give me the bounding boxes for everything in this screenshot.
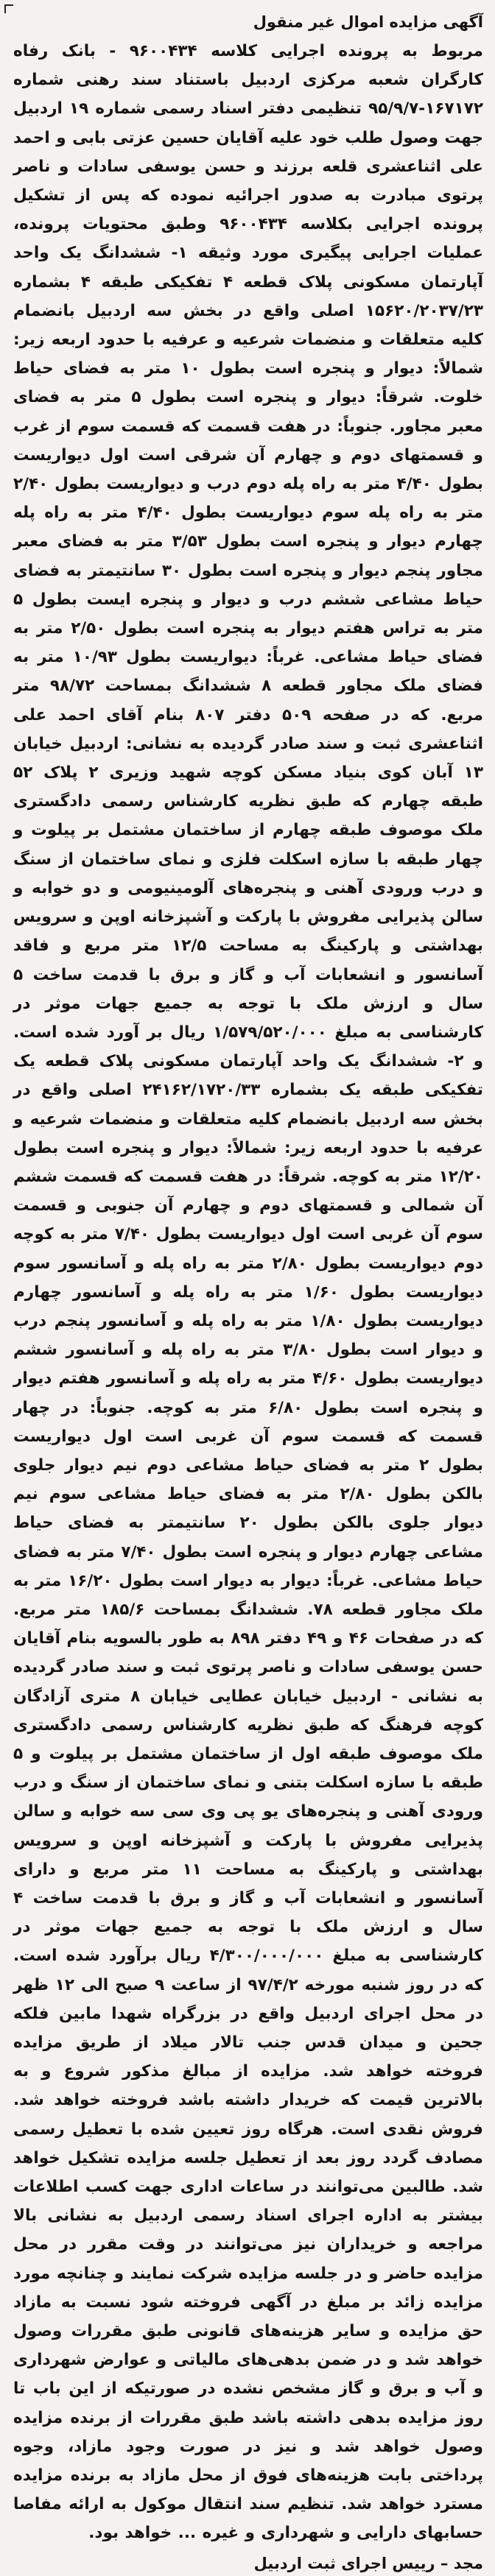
notice-signature: مجد – رییس اجرای ثبت اردبیل <box>253 2554 483 2572</box>
corner-mark <box>4 4 13 13</box>
notice-body: مربوط به پرونده اجرایی کلاسه ۹۶۰۰۴۳۴ - بانک رفاه کارگران شعبه مرکزی اردبیل باستناد سند رهنی شماره ۱۶۷۱۷۲-۹۵/۹/۷ تنظیمی دفتر اسناد رسمی شماره ۱۹ اردبیل جهت وصول طلب خود علیه آقایان حسین عزتی بابی و احمد علی اثناعشری قلعه برزند و حسن یوسفی سادات و ناصر پرتوی مبادرت به صدور اجرائیه نموده که پس از تشکیل پرونده اجرایی بکلاسه ۹۶۰۰۴۳۴ وطبق محتویات پرونده، عملیات اجرایی پیگیری مورد وثیقه ۱- ششدانگ یک واحد آپارتمان مسکونی پلاک قطعه ۴ تفکیکی طبقه ۴ بشماره ۱۵۶۲۰/۲۰۳۷/۲۳ اصلی واقع در بخش سه اردبیل بانضمام کلیه متعلقات و منضمات شرعیه و عرفیه با حدود اربعه زیر: شمالاً: دیوار و پنجره است بطول ۱۰ متر به فضای حیاط خلوت. شرقاً: دیوار و پنجره است بطول ۵ متر به فضای معبر مجاور. جنوباً: در هفت قسمت که قسمت سوم از غرب و قسمتهای دوم و چهارم آن شرقی است اول دیواریست بطول ۴/۴۰ متر به راه پله دوم درب و دیواریست بطول ۲/۴۰ متر به راه پله سوم دیواریست بطول ۴/۴۰ متر به راه پله چهارم دیوار و پنجره است بطول ۳/۵۳ متر به فضای معبر مجاور پنجم دیوار و پنجره است بطول ۳۰ سانتیمتر به فضای حیاط مشاعی ششم درب و دیوار و پنجره ایست بطول ۵ متر به تراس هفتم دیوار به پنجره است بطول ۲/۵۰ متر به فضای حیاط مشاعی. غرباً: دیواریست بطول ۱۰/۹۳ متر به فضای ملک مجاور قطعه ۸ ششدانگ بمساحت ۹۸/۷۲ متر مربع. که در صفحه ۵۰۹ دفتر ۸۰۷ بنام آقای احمد علی اثناعشری ثبت و سند صادر گردیده به نشانی: اردبیل خیابان ۱۳ آبان کوی بنیاد مسکن کوچه شهید وزیری ۲ پلاک ۵۲ طبقه چهارم که طبق نظریه کارشناس رسمی دادگستری ملک موصوف طبقه چهارم از ساختمان مشتمل بر پیلوت و چهار طبقه با سازه اسکلت فلزی و نمای ساختمان از سنگ و درب ورودی آهنی و پنجره‌های آلومینیومی و دو خوابه و سالن پذیرایی مفروش با پارکت و آشپزخانه اوپن و سرویس بهداشتی و پارکینگ به مساحت ۱۲/۵ متر مربع و فاقد آسانسور و انشعابات آب و گاز و برق با قدمت ساخت ۵ سال و ارزش ملک با توجه به جمیع جهات موثر در کارشناسی به مبلغ ۱/۵۷۹/۵۲۰/۰۰۰ ریال بر آورد شده است. و ۲- ششدانگ یک واحد آپارتمان مسکونی پلاک قطعه یک تفکیکی طبقه یک بشماره ۲۴۱۶۲/۱۷۲۰/۳۳ اصلی واقع در بخش سه اردبیل بانضمام کلیه متعلقات و منضمات شرعیه و عرفیه با حدود اربعه زیر: شمالاً: دیوار و پنجره است بطول ۱۲/۲۰ متر به کوچه. شرقاً: در هفت قسمت که قسمت ششم آن شمالی و قسمتهای دوم و چهارم آن جنوبی و قسمت سوم آن غربی است اول دیواریست بطول ۷/۴۰ متر به کوچه دوم دیواریست بطول ۲/۸۰ متر به راه پله و آسانسور سوم دیواریست بطول ۱/۶۰ متر به راه پله و آسانسور چهارم دیواریست بطول ۱/۸۰ متر به راه پله و آسانسور پنجم درب و دیوار است بطول ۳/۸۰ متر به راه پله و آسانسور ششم دیواریست بطول ۴/۶۰ متر به راه پله و آسانسور هفتم دیوار و پنجره است بطول ۶/۸۰ متر به کوچه. جنوباً: در چهار قسمت که قسمت سوم آن غربی است اول دیواریست بطول ۲ متر به فضای حیاط مشاعی دوم نیم دیوار جلوی بالکن بطول ۲/۸۰ متر به فضای حیاط مشاعی سوم نیم دیوار جلوی بالکن بطول ۲۰ سانتیمتر به فضای حیاط مشاعی چهارم دیوار و پنجره است بطول ۷/۴۰ متر به فضای حیاط مشاعی. غرباً: دیوار به دیوار است بطول ۱۶/۲۰ متر به ملک مجاور قطعه ۷۸. ششدانگ بمساحت ۱۸۵/۶ متر مربع. که در صفحات ۴۶ و ۴۹ دفتر ۸۹۸ به طور بالسویه بنام آقایان حسن یوسفی سادات و ناصر پرتوی ثبت و سند صادر گردیده به نشانی - اردبیل خیابان عطایی خیابان ۸ متری آزادگان کوچه فرهنگ که طبق نظریه کارشناس رسمی دادگستری ملک موصوف طبقه اول از ساختمان مشتمل بر پیلوت و ۵ طبقه با سازه اسکلت بتنی و نمای ساختمان از سنگ و درب ورودی آهنی و پنجره‌های یو پی وی سی سه خوابه و سالن پذیرایی مفروش با پارکت و آشپزخانه اوپن و سرویس بهداشتی و پارکینگ به مساحت ۱۱ متر مربع و دارای آسانسور و انشعابات آب و گاز و برق با قدمت ساخت ۴ سال و ارزش ملک با توجه به جمیع جهات موثر در کارشناسی به مبلغ ۴/۳۰۰/۰۰۰/۰۰۰ ریال برآورد شده است. که در روز شنبه مورخه ۹۷/۴/۲ از ساعت ۹ صبح الی ۱۲ ظهر در محل اجرای اردبیل واقع در بزرگراه شهدا مابین فلکه جحین و میدان قدس جنب تالار میلاد از طریق مزایده فروخته خواهد شد. مزایده از مبالغ مذکور شروع و به بالاترین قیمت که خریدار داشته باشد فروخته خواهد شد. فروش نقدی است. هرگاه روز تعیین شده با تعطیل رسمی مصادف گردد روز بعد از تعطیل جلسه مزایده تشکیل خواهد شد. طالبین می‌توانند در ساعات اداری جهت کسب اطلاعات بیشتر به اداره اجرای اسناد رسمی اردبیل به نشانی بالا مراجعه و خریداران نیز می‌توانند در وقت مقرر در محل مزایده حاضر و در جلسه مزایده شرکت نمایند و چنانچه مورد مزایده زائد بر مبلغ در آگهی فروخته شود نسبت به مازاد حق مزایده و سایر هزینه‌های قانونی طبق مقررات وصول خواهد شد و در ضمن بدهی‌های مالیاتی و عوارض شهرداری و آب و برق و گاز مشخص نشده در صورتیکه از این باب تا روز مزایده بدهی داشته باشد طبق مقررات از برنده مزایده وصول خواهد شد و نیز در صورت وجود مازاد، وجوه پرداختی بابت هزینه‌های فوق از محل مازاد به برنده مزایده مسترد خواهد شد. تنظیم سند انتقال موکول به ارائه مفاصا حسابهای دارایی و شهرداری و غیره ... خواهد بود. <box>13 42 484 2543</box>
notice-title: آگهی مزایده اموال غیر منقول <box>253 13 483 31</box>
